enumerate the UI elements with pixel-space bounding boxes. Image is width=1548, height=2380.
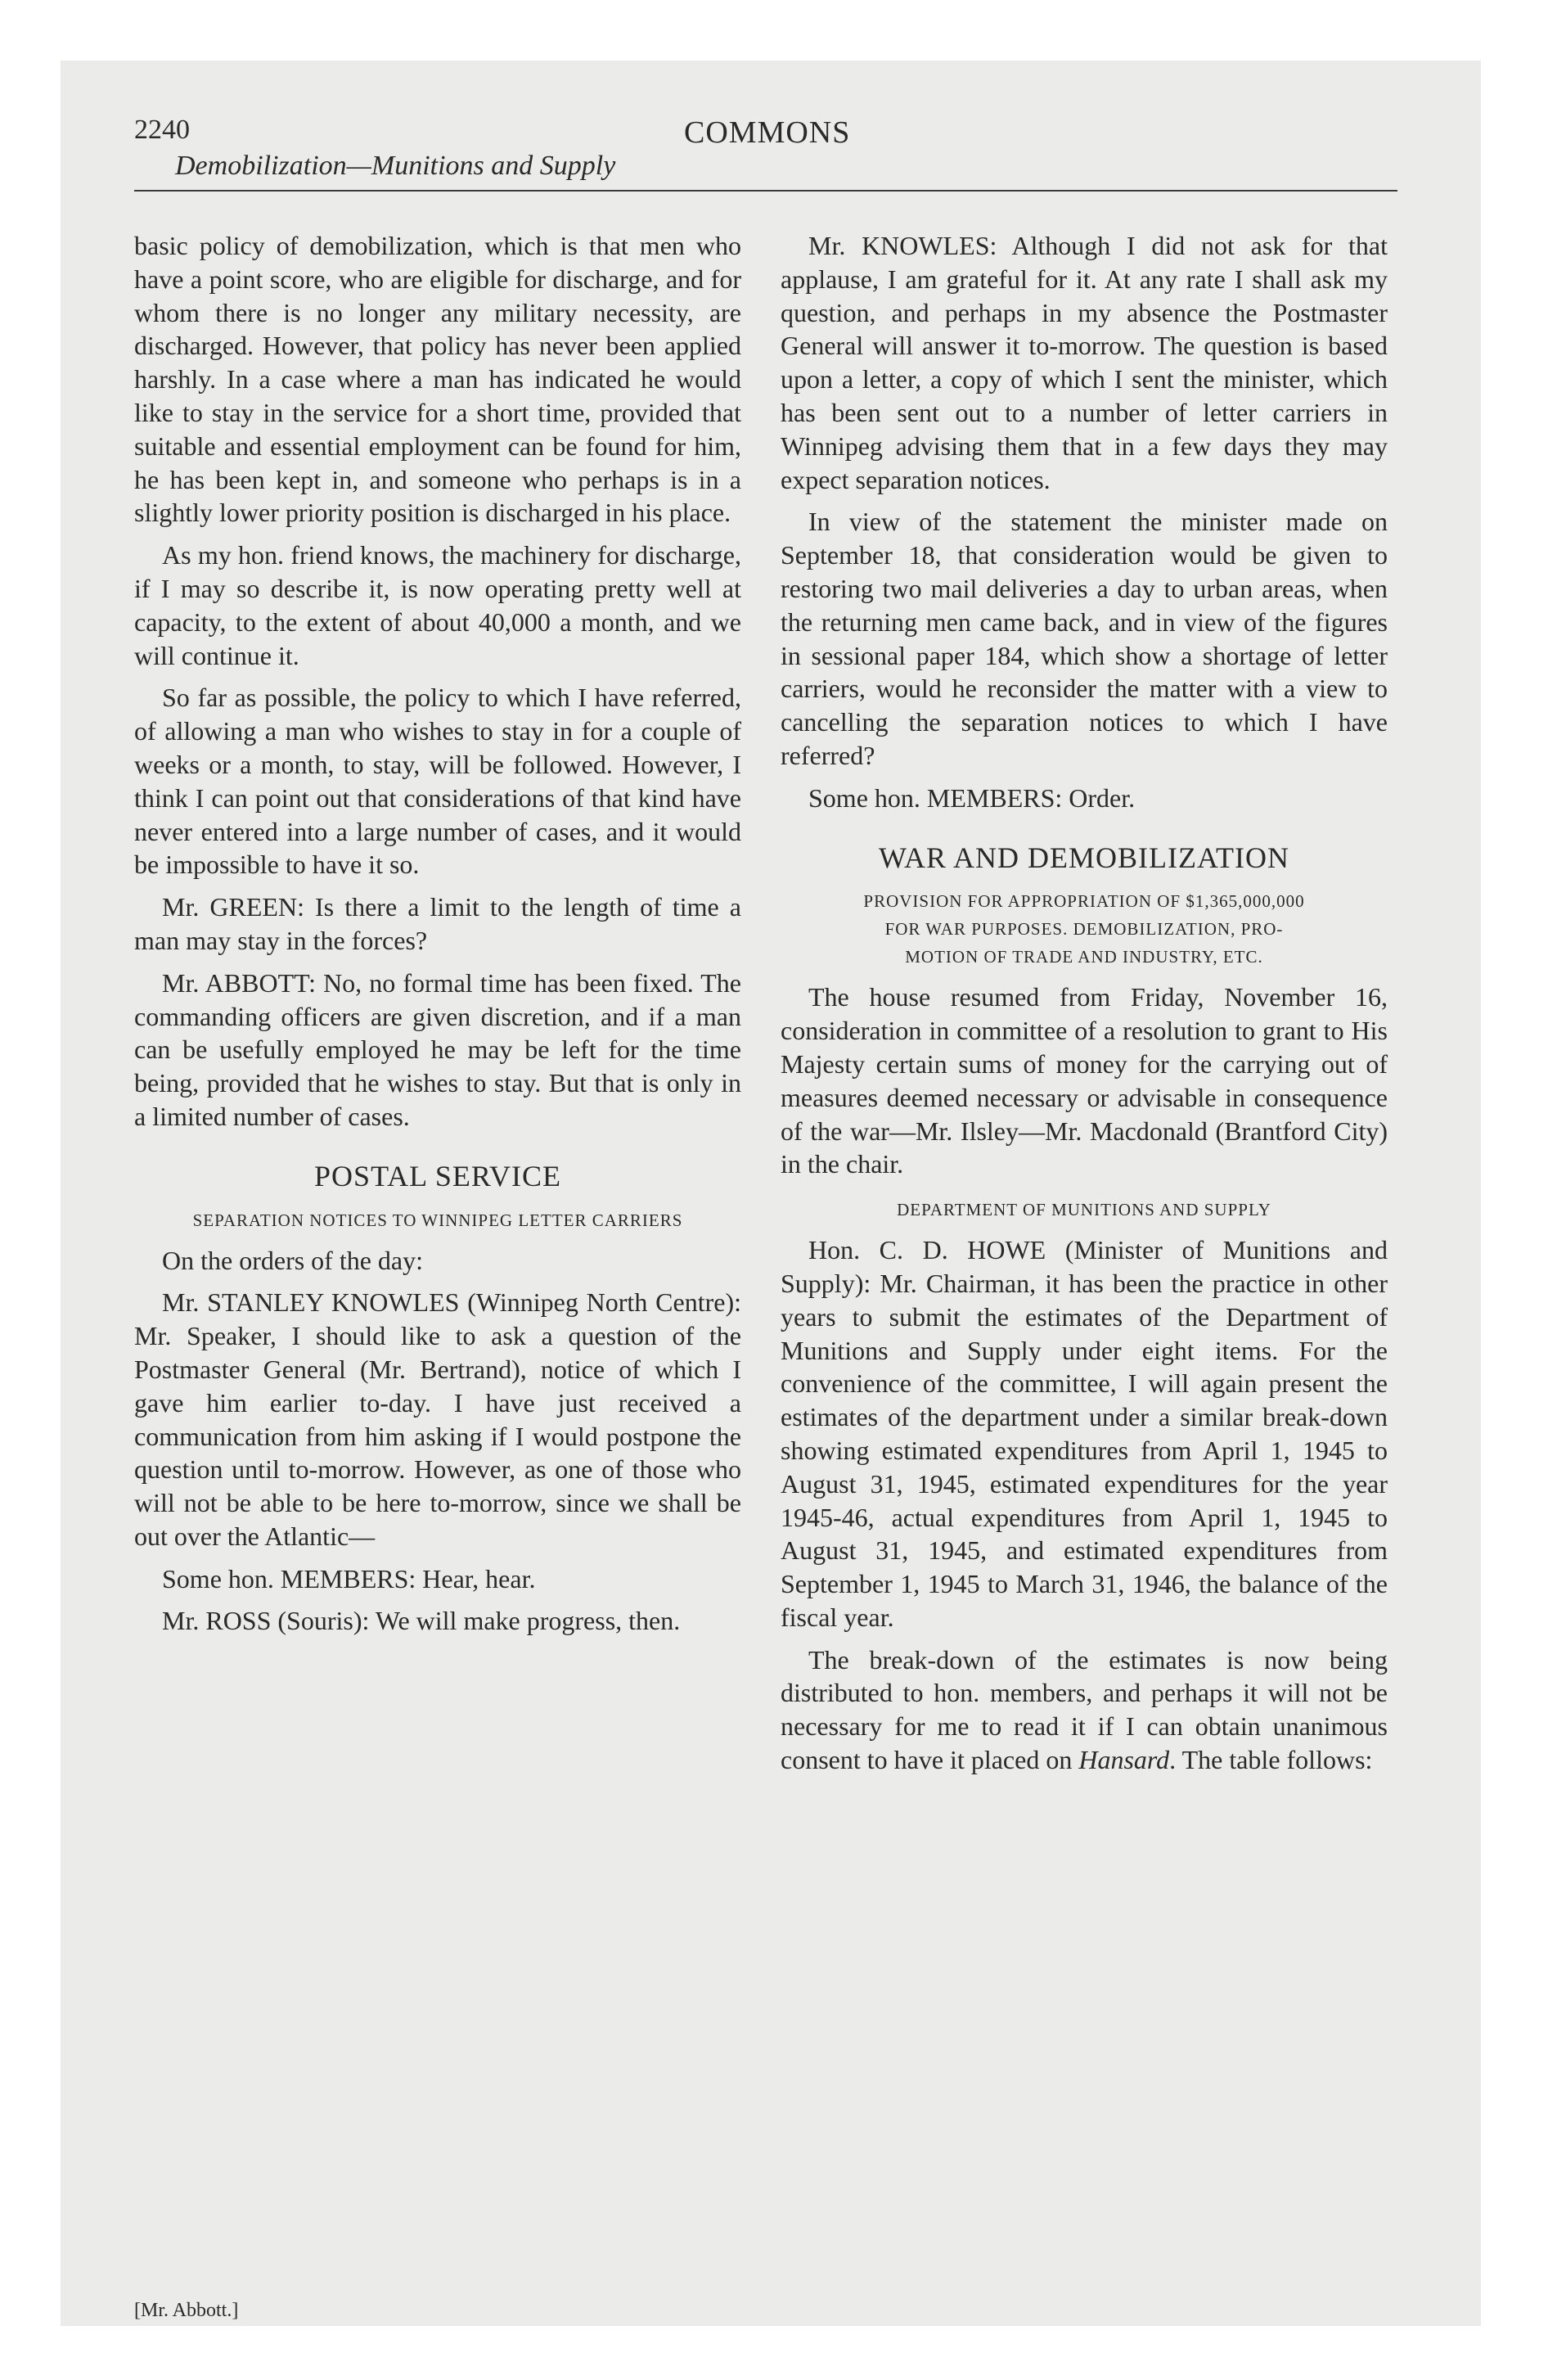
page-number: 2240 <box>134 115 190 145</box>
paragraph: Some hon. MEMBERS: Order. <box>808 782 1136 813</box>
paragraph: So far as possible, the policy to which I have referred, of allowing a man who wishes to stay in for a couple of weeks or a month, to stay, will be followed. However, I think I can point out that considerations of that kind have never entered into a large number of cases, and it would be impossible to have it so. <box>134 683 741 880</box>
section-subheading: SEPARATION NOTICES TO WINNIPEG LETTER CARRIERS <box>192 1210 683 1230</box>
paragraph: In view of the statement the minister made on September 18, that consideration would be given to restoring two mail deliveries a day to urban areas, when the returning men came back, and in view of the figures in sessional paper 184, which show a shortage of letter carriers, would he reconsider the matter with a view to cancelling the separation notices to which I have referred? <box>781 507 1388 770</box>
paragraph: As my hon. friend knows, the machinery for discharge, if I may so describe it, is now operating pretty well at capacity, to the extent of about 40,000 a month, and we will continue it. <box>134 540 741 670</box>
paragraph: Mr. STANLEY KNOWLES (Winnipeg North Centre): Mr. Speaker, I should like to ask a question of the Postmaster General (Mr. Bertrand), notice of which I gave him earlier to-day. I have just received a communication from him asking if I would postpone the question until to-morrow. However, as one of those who will not be able to be here to-morrow, since we shall be out over the Atlantic— <box>134 1287 741 1551</box>
header-rule <box>134 190 1397 192</box>
page-subtitle: Demobilization—Munitions and Supply <box>175 151 616 181</box>
subheading-line: FOR WAR PURPOSES. DEMOBILIZATION, PRO- <box>884 919 1284 940</box>
paragraph: Some hon. MEMBERS: Hear, hear. <box>162 1563 536 1593</box>
paragraph: basic policy of demobilization, which is that men who have a point score, who are eligible for discharge, and for whom there is no longer any military necessity, are discharged. However, that policy has never been applied harshly. In a case where a man has indicated he would like to stay in the service for a short time, provided that suitable and essential employment can be found for him, he has been kept in, and someone who perhaps is in a slightly lower priority position is discharged in his place. <box>134 231 741 528</box>
paragraph: Mr. ABBOTT: No, no formal time has been fixed. The commanding officers are given discretion, and if a man can be usefully employed he may be left for the time being, provided that he wishes to stay. But that is only in a limited number of cases. <box>134 967 741 1131</box>
text-run: . The table follows: <box>1169 1745 1373 1775</box>
page <box>134 115 1397 2321</box>
running-title: COMMONS <box>684 115 851 150</box>
paragraph: Mr. ROSS (Souris): We will make progress, then. <box>162 1606 681 1636</box>
paragraph: The house resumed from Friday, November 16, consideration in committee of a resolution to grant to His Majesty certain sums of money for the carrying out of measures deemed necessary or advisable in consequence of the war—Mr. Ilsley—Mr. Macdonald (Brantford City) in the chair. <box>781 982 1388 1179</box>
paragraph: Mr. GREEN: Is there a limit to the length of time a man may stay in the forces? <box>134 892 741 955</box>
page-header <box>134 115 1397 195</box>
right-column <box>781 229 1388 1786</box>
section-subheading <box>781 887 1388 971</box>
subheading-line: MOTION OF TRADE AND INDUSTRY, ETC. <box>905 947 1263 967</box>
subheading-line: PROVISION FOR APPROPRIATION OF $1,365,000,000 <box>863 891 1305 912</box>
section-title-postal-service: POSTAL SERVICE <box>314 1159 561 1192</box>
paragraph <box>781 1643 1388 1777</box>
paragraph: Hon. C. D. HOWE (Minister of Munitions and Supply): Mr. Chairman, it has been the practice in other years to submit the estimates of the Department of Munitions and Supply under eight items. For the convenience of the committee, I will again present the estimates of the department under a similar break-down showing estimated expenditures from April 1, 1945 to August 31, 1945, estimated expenditures for the year 1945-46, actual expenditures from April 1, 1945 to August 31, 1945, and estimated expenditures from September 1, 1945 to March 31, 1946, the balance of the fiscal year. <box>781 1235 1388 1632</box>
section-title-war-demobilization: WAR AND DEMOBILIZATION <box>879 841 1289 874</box>
paragraph: Mr. KNOWLES: Although I did not ask for that applause, I am grateful for it. At any rate I shall ask my question, and perhaps in my absence the Postmaster General will answer it to-morrow. The question is based upon a letter, a copy of which I sent the minister, which has been sent out to a number of letter carriers in Winnipeg advising them that in a few days they may expect separation notices. <box>781 231 1388 494</box>
footnote-speaker: [Mr. Abbott.] <box>134 2300 239 2321</box>
left-column <box>134 229 741 1647</box>
department-heading: DEPARTMENT OF MUNITIONS AND SUPPLY <box>897 1200 1271 1220</box>
italic-text: Hansard <box>1078 1745 1170 1775</box>
paragraph: On the orders of the day: <box>162 1245 424 1275</box>
text-run: The break-down of the estimates is now being distributed to hon. members, and perhaps it will not be necessary for me to read it if I can obtain unanimous consent to have it placed on <box>781 1644 1388 1775</box>
